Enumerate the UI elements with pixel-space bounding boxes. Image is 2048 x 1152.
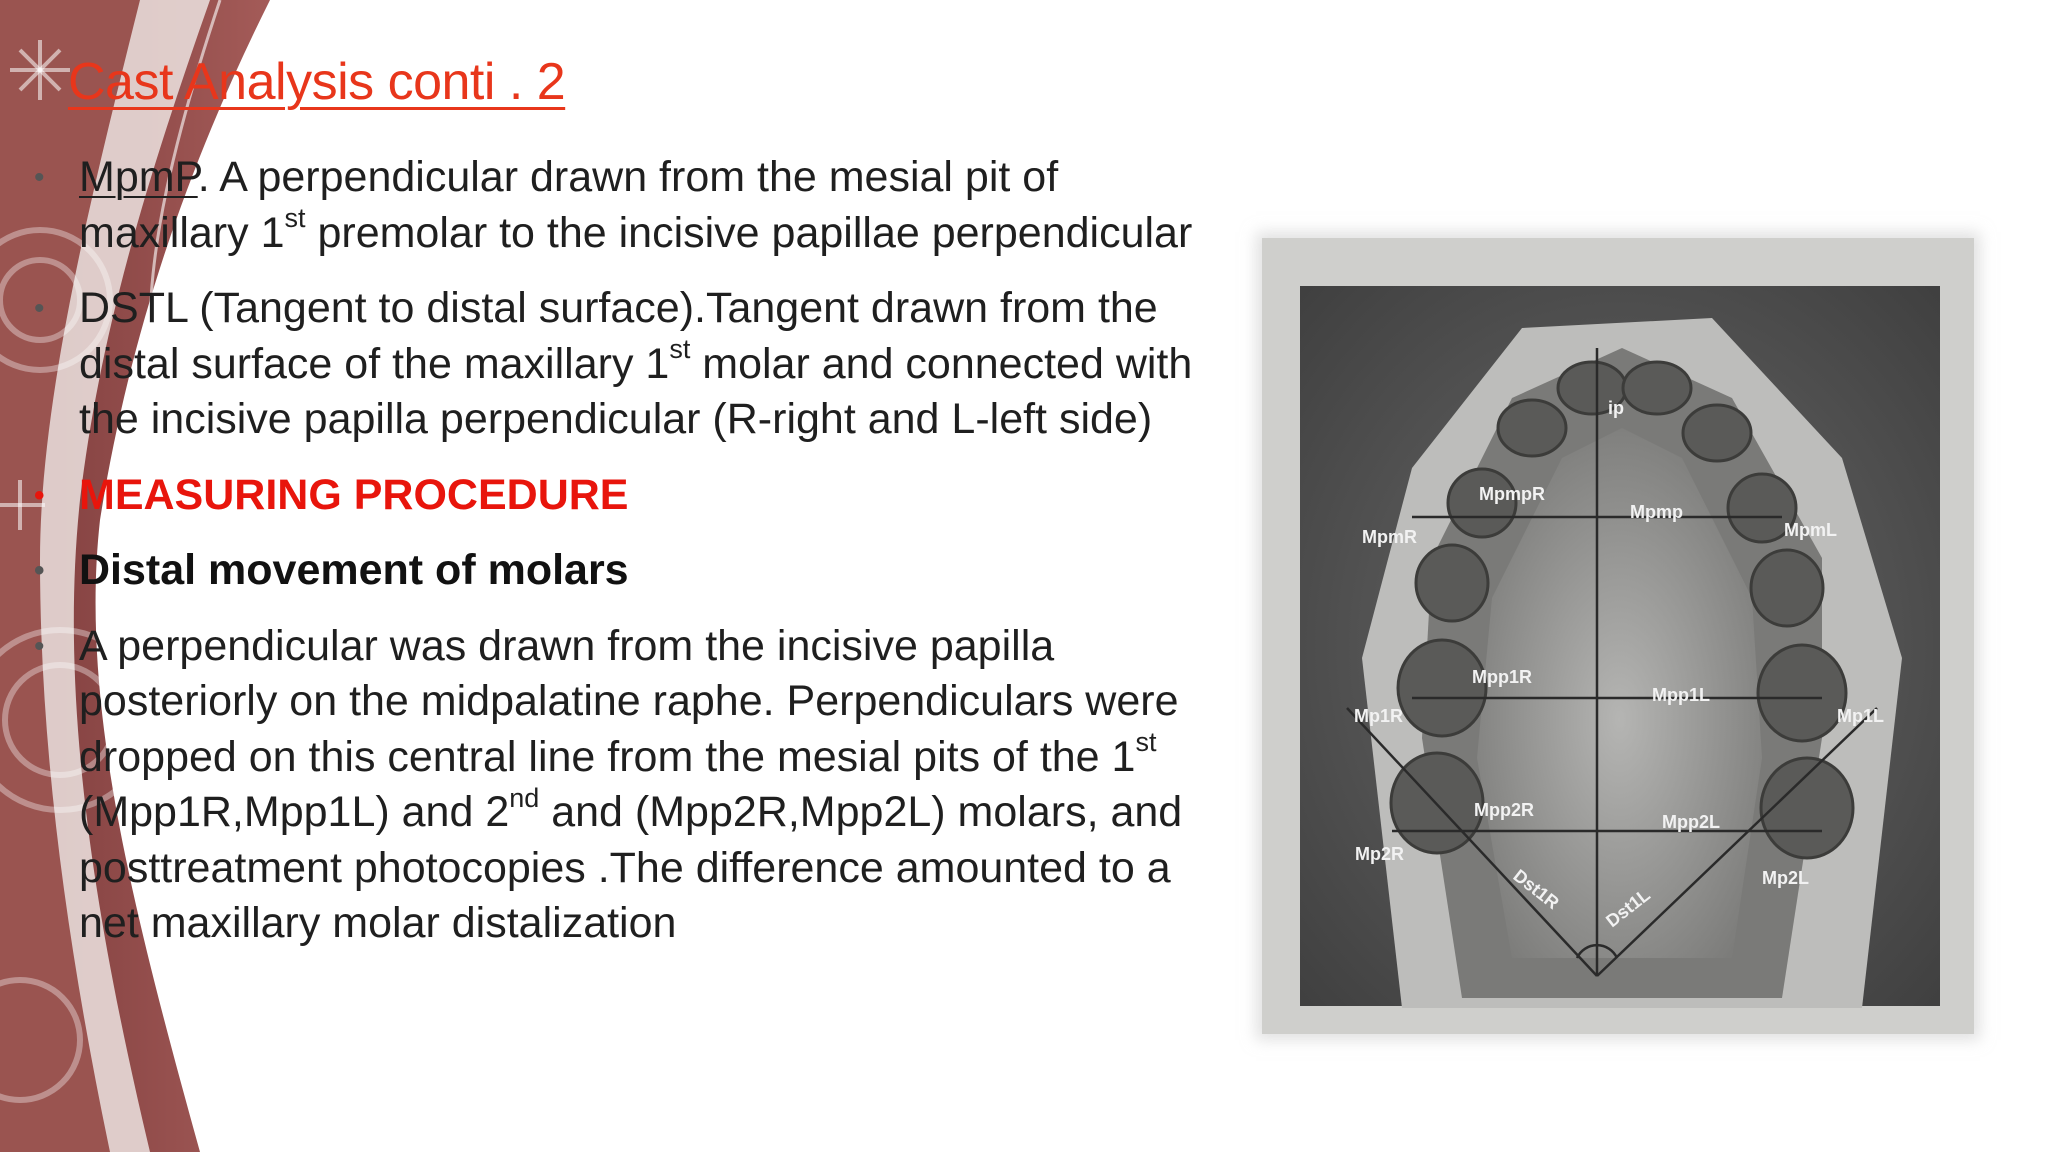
bullet-text-part: premolar to the incisive papillae perpendicular	[305, 208, 1193, 257]
bullet-text-part: st	[1135, 727, 1157, 758]
label-ip: ip	[1608, 398, 1624, 418]
bullet-text-part: and (Mpp2R,Mpp2L) molars, and posttreatment photocopies .The difference amounted to a net maxillary molar distalization	[79, 788, 1183, 947]
bullet-item	[30, 468, 1200, 524]
label-mp2r: Mp2R	[1355, 844, 1404, 864]
bullet-text-part: st	[284, 203, 306, 234]
bullet-text-part: (Mpp1R,Mpp1L) and 2	[79, 788, 510, 836]
label-mpp2r: Mpp2R	[1474, 800, 1534, 820]
bullet-marker: •	[34, 292, 45, 325]
label-mp1r: Mp1R	[1354, 706, 1403, 726]
bullet-text-part: MEASURING PROCEDURE	[79, 470, 629, 519]
bullet-text-part: DSTL (Tangent to distal surface).Tangent drawn from the distal surface of the maxillary 1	[79, 284, 1158, 388]
bullet-text-part: MpmP	[79, 153, 198, 201]
slide-title: Cast Analysis conti . 2	[68, 53, 566, 111]
bullet-item	[30, 150, 1200, 261]
label-mpp1r: Mpp1R	[1472, 667, 1532, 687]
label-mpp1l: Mpp1L	[1652, 685, 1710, 705]
label-mpp2l: Mpp2L	[1662, 812, 1720, 832]
bullet-marker: •	[34, 554, 45, 587]
bullet-text-part: nd	[509, 782, 540, 813]
bullet-text-part: molar and connected with the incisive papilla perpendicular (R-right and L-left side)	[79, 339, 1193, 443]
bullet-marker: •	[34, 629, 45, 663]
label-mpmr: MpmR	[1362, 527, 1417, 547]
label-dst1l: Dst1L	[1602, 884, 1654, 932]
bullet-item	[30, 281, 1200, 448]
bullet-item	[30, 543, 1200, 599]
bullet-marker: •	[34, 478, 45, 512]
label-mp2l: Mp2L	[1762, 868, 1809, 888]
bullet-text-part: . A perpendicular drawn from the mesial pit of maxillary 1	[79, 153, 1059, 257]
bullet-text-part: Distal movement of molars	[79, 546, 629, 594]
label-mpmpr: MpmpR	[1479, 484, 1545, 504]
label-mp1l: Mp1L	[1837, 706, 1884, 726]
bullet-marker: •	[34, 161, 45, 194]
dental-cast-image	[1262, 238, 1974, 1034]
bullet-text-part: st	[669, 334, 691, 365]
label-mpmp: Mpmp	[1630, 502, 1683, 522]
dental-cast-figure	[1262, 238, 1974, 1034]
bullet-text-part: A perpendicular was drawn from the incisive papilla posteriorly on the midpalatine raphe. Perpendiculars were dropped on this central line from the mesial pits of the 1	[79, 621, 1179, 781]
bullet-item	[30, 619, 1200, 952]
label-mpml: MpmL	[1784, 520, 1837, 540]
bullet-list	[30, 150, 1200, 972]
label-dst1r: Dst1R	[1509, 865, 1563, 914]
